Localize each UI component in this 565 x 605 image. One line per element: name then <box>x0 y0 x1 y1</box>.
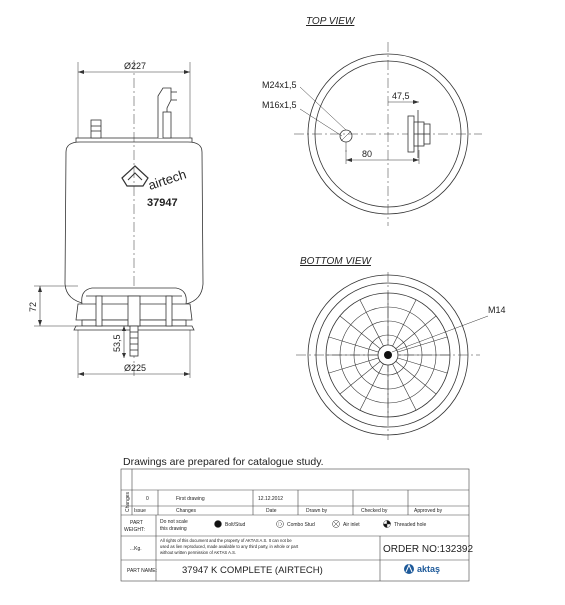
part-name-label: PART NAME: <box>127 568 158 574</box>
top-diameter-label: Ø227 <box>124 61 147 71</box>
thread-small-label: M16x1,5 <box>262 100 297 110</box>
weight-value: ...Kg. <box>130 546 142 552</box>
header-changes: Changes <box>176 508 197 514</box>
threaded-hole-icon <box>384 521 391 528</box>
rights-line-1: All rights of this document and the property of AKTAS A.S. It can not be <box>160 538 292 543</box>
stud-length-label: 53,5 <box>112 334 122 352</box>
air-inlet-icon <box>333 521 340 528</box>
part-number-stamp: 37947 <box>147 197 178 209</box>
company-name: aktaş <box>417 564 441 574</box>
side-view <box>34 60 203 378</box>
height-label: 72 <box>28 301 38 312</box>
history-changes: First drawing <box>176 496 205 502</box>
legend-air-inlet: Air inlet <box>343 522 360 528</box>
offset-small-label: 47,5 <box>392 91 410 101</box>
part-name: 37947 K COMPLETE (AIRTECH) <box>182 565 323 576</box>
bottom-thread-label: M14 <box>488 305 506 315</box>
bottom-view <box>296 272 488 440</box>
top-view <box>294 42 482 226</box>
order-number: ORDER NO:132392 <box>383 544 474 555</box>
combo-stud-icon <box>277 521 284 528</box>
part-weight-label: PART WEIGHT: <box>124 520 145 533</box>
legend-combo-stud: Combo Stud <box>287 522 315 528</box>
center-stud-icon <box>384 351 392 359</box>
legend-bolt-stud: Bolt/Stud <box>225 522 246 528</box>
header-issue: Issue <box>134 508 146 514</box>
offset-large-label: 80 <box>362 149 373 159</box>
rights-line-3: without written permission of AKTAS A.S. <box>160 550 237 555</box>
header-date: Date <box>266 508 277 514</box>
company-logo <box>404 564 414 574</box>
top-view-title: TOP VIEW <box>306 16 355 27</box>
brand-name: airtech <box>146 166 189 193</box>
do-not-scale-note: Do not scale this drawing <box>160 519 188 532</box>
bottom-diameter-label: Ø225 <box>124 363 147 373</box>
filled-circle-icon <box>215 521 222 528</box>
header-approved-by: Approved by <box>414 508 443 514</box>
legend-threaded-hole: Threaded hole <box>394 522 427 528</box>
history-date: 12.12.2012 <box>258 496 284 502</box>
bottom-view-title: BOTTOM VIEW <box>300 256 371 267</box>
rights-line-2: used as lien reproduced, made available to any third party, in whole or part <box>160 544 299 549</box>
changes-side-label: Changes <box>125 491 131 512</box>
header-checked-by: Checked by <box>361 508 388 514</box>
header-drawn-by: Drawn by <box>306 508 328 514</box>
catalogue-note: Drawings are prepared for catalogue study. <box>123 456 324 468</box>
history-issue: 0 <box>146 496 149 502</box>
thread-large-label: M24x1,5 <box>262 80 297 90</box>
